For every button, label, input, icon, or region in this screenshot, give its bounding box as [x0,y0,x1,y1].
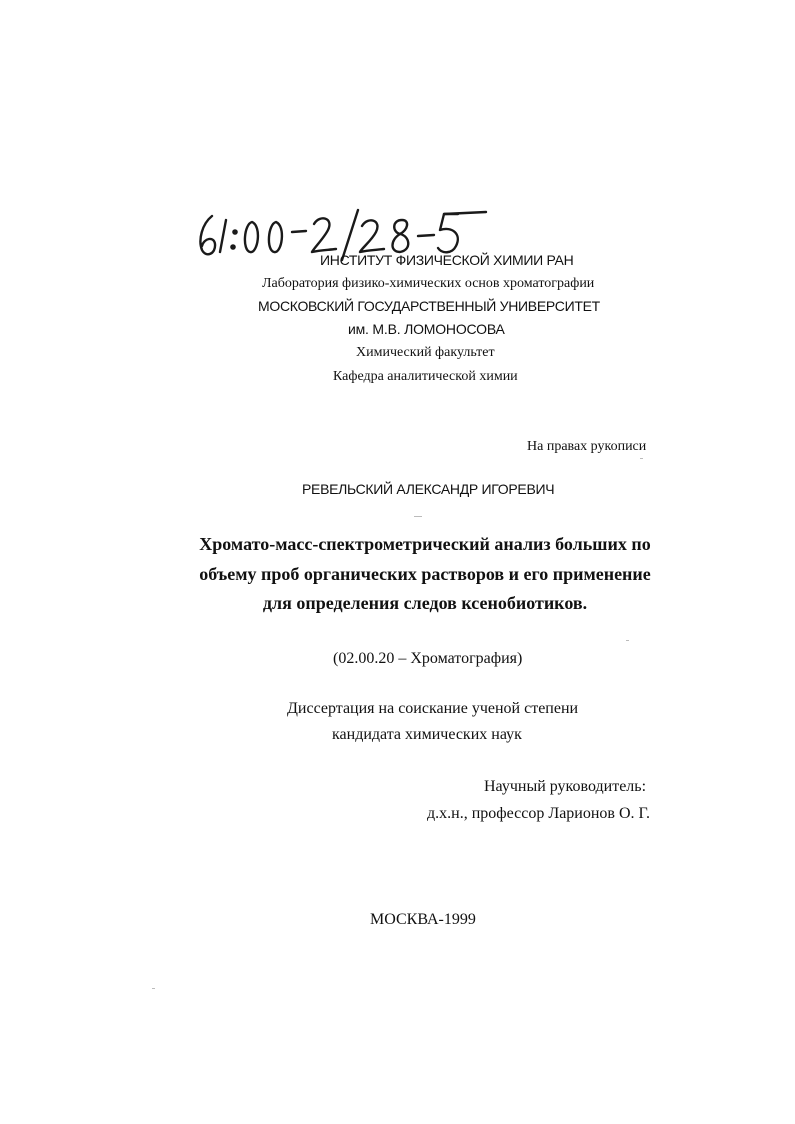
manuscript-rights-note: На правах рукописи [527,439,647,454]
dissertation-title-line: для определения следов ксенобиотиков. [262,593,588,613]
specialty-code: (02.00.20 – Хроматография) [333,650,523,667]
university-namesake: им. М.В. ЛОМОНОСОВА [348,321,505,337]
degree-name: кандидата химических наук [332,726,522,743]
scan-speck [640,458,643,459]
supervisor-name: д.х.н., профессор Ларионов О. Г. [427,805,650,822]
laboratory-name: Лаборатория физико-химических основ хроматографии [262,276,595,291]
faculty-name: Химический факультет [356,345,495,360]
dissertation-title-line: объему проб органических растворов и его применение [199,564,651,584]
supervisor-label: Научный руководитель: [484,778,647,795]
department-name: Кафедра аналитической химии [333,369,518,384]
scan-speck [626,640,629,641]
institute-name: ИНСТИТУТ ФИЗИЧЕСКОЙ ХИМИИ РАН [320,252,574,268]
dissertation-title-line: Хромато-масс-спектрометрический анализ больших по [199,534,651,554]
scan-speck [152,988,155,989]
city-and-year: МОСКВА-1999 [370,911,476,928]
university-name: МОСКОВСКИЙ ГОСУДАРСТВЕННЫЙ УНИВЕРСИТЕТ [258,298,600,314]
author-name: РЕВЕЛЬСКИЙ АЛЕКСАНДР ИГОРЕВИЧ [302,481,555,497]
degree-statement: Диссертация на соискание ученой степени [287,700,579,717]
scan-speck [414,516,422,517]
